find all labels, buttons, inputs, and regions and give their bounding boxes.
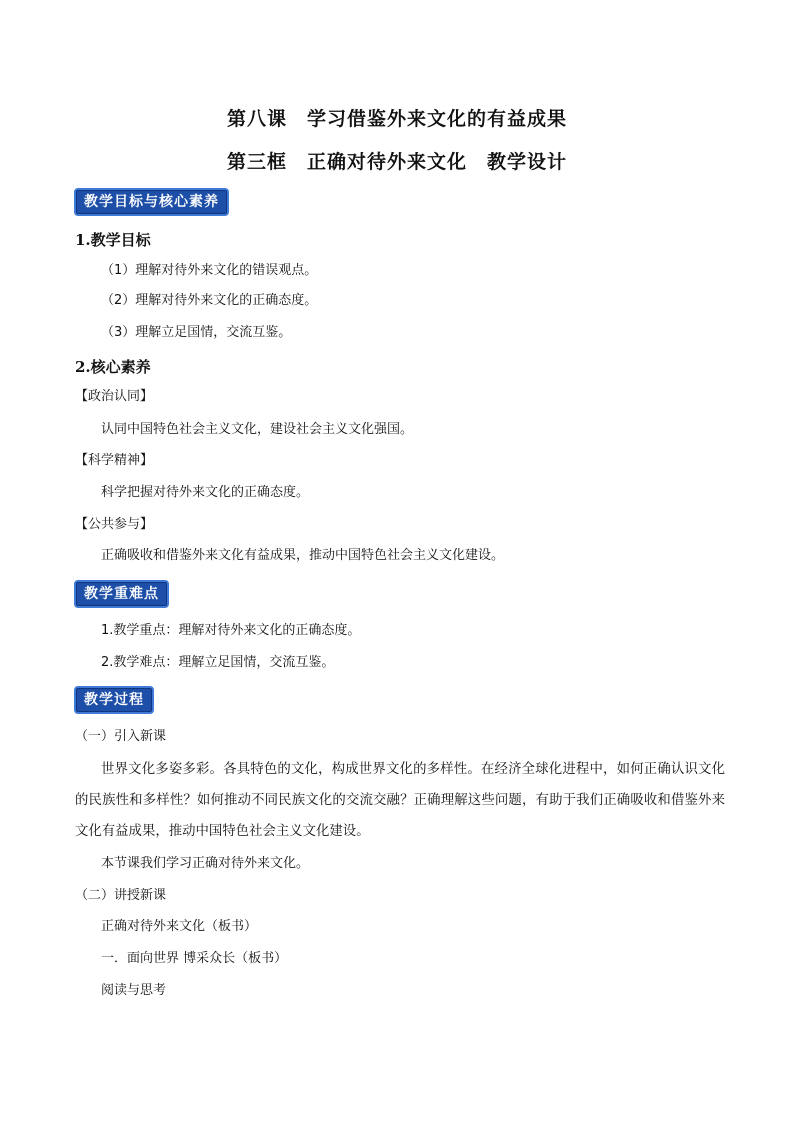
intro-heading: （一）引入新课 xyxy=(75,729,167,744)
intro-summary: 本节课我们学习正确对待外来文化。 xyxy=(101,856,310,871)
goal-item-2: （2）理解对待外来文化的正确态度。 xyxy=(101,293,318,308)
literacy-text-public: 正确吸收和借鉴外来文化有益成果，推动中国特色社会主义文化建设。 xyxy=(101,548,505,563)
keypoints-section-badge: 教学重难点 xyxy=(74,580,169,608)
goal-item-3: （3）理解立足国情，交流互鉴。 xyxy=(101,325,292,340)
lecture-heading: （二）讲授新课 xyxy=(75,888,167,903)
goal-item-1: （1）理解对待外来文化的错误观点。 xyxy=(101,263,318,278)
literacy-text-science: 科学把握对待外来文化的正确态度。 xyxy=(101,485,310,500)
lesson-title: 第八课 学习借鉴外来文化的有益成果 xyxy=(226,108,567,130)
goals-section-badge: 教学目标与核心素养 xyxy=(74,188,229,216)
lecture-board-subtitle: 一．面向世界 博采众长（板书） xyxy=(101,951,288,966)
literacy-heading: 2.核心素养 xyxy=(75,358,151,376)
keypoint-difficulty: 2.教学难点：理解立足国情，交流互鉴。 xyxy=(101,655,335,670)
process-section-badge: 教学过程 xyxy=(74,686,154,714)
intro-paragraph: 世界文化多姿多彩。各具特色的文化，构成世界文化的多样性。在经济全球化进程中，如何正确认识文化的民族性和多样性？如何推动不同民族文化的交流交融？正确理解这些问题，有助于我们正确吸收和借鉴外来文化有益成果，推动中国特色社会主义文化建设。 xyxy=(75,762,725,839)
literacy-label-science: 【科学精神】 xyxy=(75,453,154,468)
lecture-board-title: 正确对待外来文化（板书） xyxy=(101,919,258,934)
lecture-reading: 阅读与思考 xyxy=(101,983,167,998)
literacy-label-politics: 【政治认同】 xyxy=(75,389,154,404)
literacy-text-politics: 认同中国特色社会主义文化，建设社会主义文化强国。 xyxy=(101,422,414,437)
goals-heading: 1.教学目标 xyxy=(75,231,151,249)
keypoint-focus: 1.教学重点：理解对待外来文化的正确态度。 xyxy=(101,623,361,638)
literacy-label-public: 【公共参与】 xyxy=(75,517,154,532)
lesson-subtitle: 第三框 正确对待外来文化 教学设计 xyxy=(226,151,567,173)
